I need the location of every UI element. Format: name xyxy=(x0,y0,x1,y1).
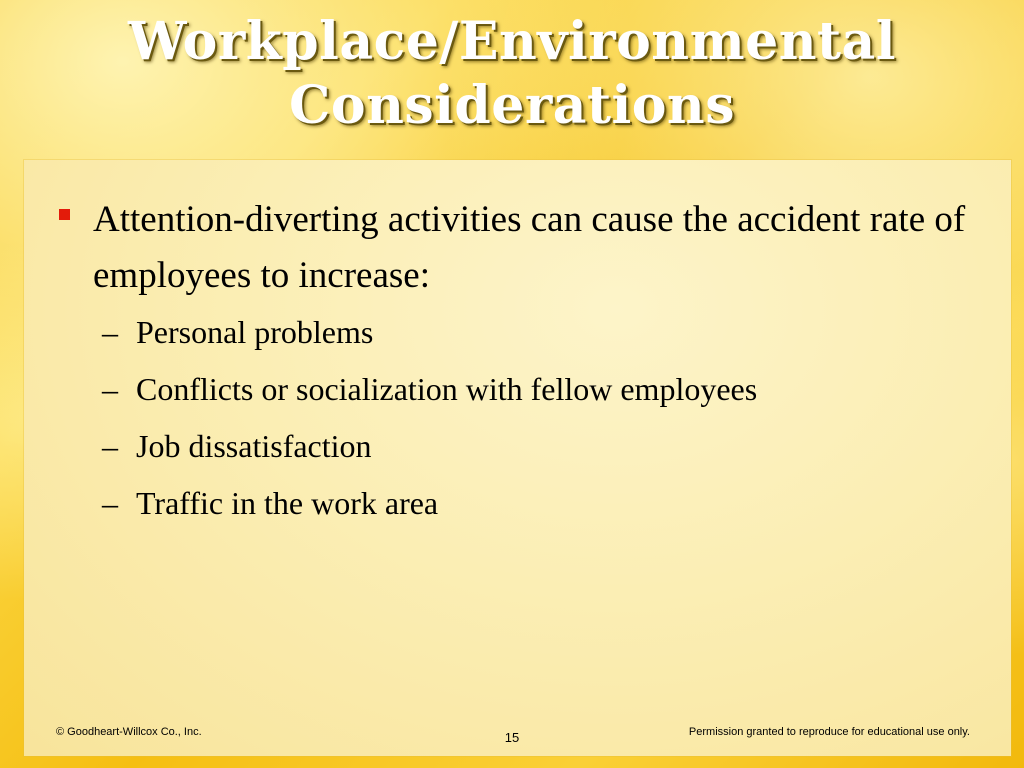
sub-bullet-item xyxy=(56,312,986,352)
square-bullet-icon xyxy=(59,209,70,220)
sub-bullet-text: Personal problems xyxy=(136,314,374,350)
sub-bullet-text: Job dissatisfaction xyxy=(136,428,372,464)
dash-bullet-icon: – xyxy=(102,428,118,464)
footer-permission: Permission granted to reproduce for educational use only. xyxy=(688,726,970,738)
slide-title-line-2: Considerations xyxy=(289,75,735,136)
sub-bullet-item xyxy=(56,483,986,523)
sub-bullet-item xyxy=(56,369,986,409)
main-bullet-text: Attention-diverting activities can cause the accident rate of employees to increase: xyxy=(93,199,966,296)
footer-copyright: © Goodheart-Willcox Co., Inc. xyxy=(56,726,202,738)
sub-bullet-list xyxy=(56,312,986,523)
bullet-content xyxy=(56,192,986,540)
sub-bullet-item xyxy=(56,426,986,466)
sub-bullet-text: Conflicts or socialization with fellow employees xyxy=(136,371,758,407)
dash-bullet-icon: – xyxy=(102,485,118,521)
dash-bullet-icon: – xyxy=(102,314,118,350)
sub-bullet-text: Traffic in the work area xyxy=(136,485,439,521)
dash-bullet-icon: – xyxy=(102,371,118,407)
page-number: 15 xyxy=(504,730,520,745)
main-bullet-item xyxy=(56,192,986,304)
slide-title xyxy=(0,10,1024,138)
slide-title-line-1: Workplace/Environmental xyxy=(128,11,896,72)
